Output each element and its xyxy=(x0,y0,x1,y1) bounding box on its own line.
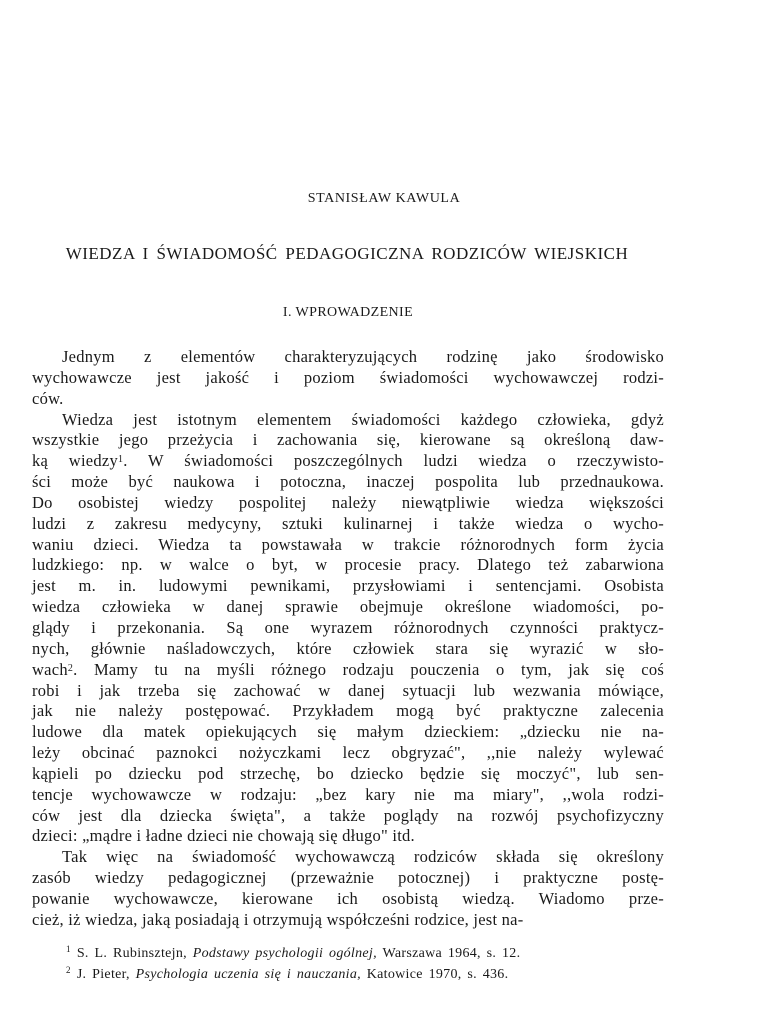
text-line: glądy i przekonania. Są one wyrazem różnorodnych czynności praktycz- xyxy=(32,617,664,637)
paragraph xyxy=(32,410,664,848)
footnote-reference: 1 xyxy=(117,454,124,466)
article-body xyxy=(32,347,664,931)
author-name: STANISŁAW KAWULA xyxy=(307,191,461,206)
footnote-publication: Katowice 1970, s. 436. xyxy=(360,967,509,982)
text-line: kąpieli po dziecku pod strzechę, bo dziecko będzie się moczyć", lub sen- xyxy=(32,763,664,783)
section-heading: I. WPROWADZENIE xyxy=(282,305,414,320)
paragraph xyxy=(32,347,664,410)
text-line: nych, głównie naśladowczych, które człowiek stara się wyrazić w sło- xyxy=(32,638,664,658)
text-line: powanie wychowawcze, kierowane ich osobistą wiedzą. Wiadomo prze- xyxy=(32,888,664,908)
paragraph xyxy=(32,847,664,930)
text-line: cież, iż wiedza, jaką posiadają i otrzymują współcześni rodzice, jest na- xyxy=(32,909,524,929)
footnotes xyxy=(66,943,646,985)
footnote-publication: Warszawa 1964, s. 12. xyxy=(376,946,521,961)
footnote-author: S. L. Rubinsztejn, xyxy=(76,946,193,961)
text-line: Wiedza jest istotnym elementem świadomości każdego człowieka, gdyż xyxy=(62,409,664,429)
footnote-author: J. Pieter, xyxy=(76,967,136,982)
text-line: dzieci: „mądre i ładne dzieci nie chowają się długo" itd. xyxy=(32,826,415,846)
text-line: Tak więc na świadomość wychowawczą rodziców składa się określony xyxy=(62,847,664,867)
footnote xyxy=(66,964,646,985)
text-line: waniu dzieci. Wiedza ta powstawała w trakcie różnorodnych form życia xyxy=(32,534,664,554)
text-line: ców. xyxy=(32,388,64,408)
text-line: wychowawcze jest jakość i poziom świadomości wychowawczej rodzi- xyxy=(32,367,664,387)
text-line: zasób wiedzy pedagogicznej (przeważnie potocznej) i praktyczne postę- xyxy=(32,868,664,888)
text-line: ludzi z zakresu medycyny, sztuki kulinarnej i także wiedza o wycho- xyxy=(32,513,664,533)
text-line: Jednym z elementów charakteryzujących rodzinę jako środowisko xyxy=(62,347,664,366)
text-line: ludzkiego: np. w walce o byt, w procesie pracy. Dlatego też zabarwiona xyxy=(32,555,664,575)
footnote-work-title: Podstawy psychologii ogólnej, xyxy=(192,946,377,961)
footnote-work-title: Psychologia uczenia się i nauczania, xyxy=(135,967,361,982)
text-line: jak nie należy postępować. Przykładem mogą być praktyczne zalecenia xyxy=(32,701,664,721)
footnote-reference: 2 xyxy=(67,662,74,674)
text-line: leży obcinać paznokci nożyczkami lecz obgryzać", ,,nie należy wylewać xyxy=(32,743,664,763)
text-line: ców jest dla dziecka święta", a także poglądy na rozwój psychofizyczny xyxy=(32,805,664,825)
text-line: jest m. in. ludowymi pewnikami, przysłowiami i sentencjami. Osobista xyxy=(32,576,664,596)
text-line: tencje wychowawcze w rodzaju: „bez kary nie ma miary", ,,wola rodzi- xyxy=(32,784,664,804)
text-line: wach$^2$. Mamy tu na myśli różnego rodzaju pouczenia o tym, jak się coś xyxy=(32,659,664,679)
text-line: robi i jak trzeba się zachować w danej sytuacji lub wezwania mówiące, xyxy=(32,680,664,700)
text-line: wiedza człowieka w danej sprawie obejmuje określone wiadomości, po- xyxy=(32,597,664,617)
footnote-mark: 2 xyxy=(66,965,71,975)
text-line: Do osobistej wiedzy pospolitej należy niewątpliwie wiedza większości xyxy=(32,492,664,512)
text-line: ludowe dla matek opiekujących się małym dzieckiem: „dziecku nie na- xyxy=(32,722,664,742)
footnote-mark: 1 xyxy=(66,944,71,954)
text-line: ką wiedzy$^1$. W świadomości poszczególnych ludzi wiedza o rzeczywisto- xyxy=(32,451,664,471)
footnote xyxy=(66,943,646,964)
text-line: ści może być naukowa i potoczna, inaczej pospolita lub przednaukowa. xyxy=(32,472,664,492)
text-line: wszystkie jego przeżycia i zachowania się, kierowane są określoną daw- xyxy=(32,430,664,450)
article-title: WIEDZA I ŚWIADOMOŚĆ PEDAGOGICZNA RODZICÓW WIEJSKICH xyxy=(65,244,629,263)
